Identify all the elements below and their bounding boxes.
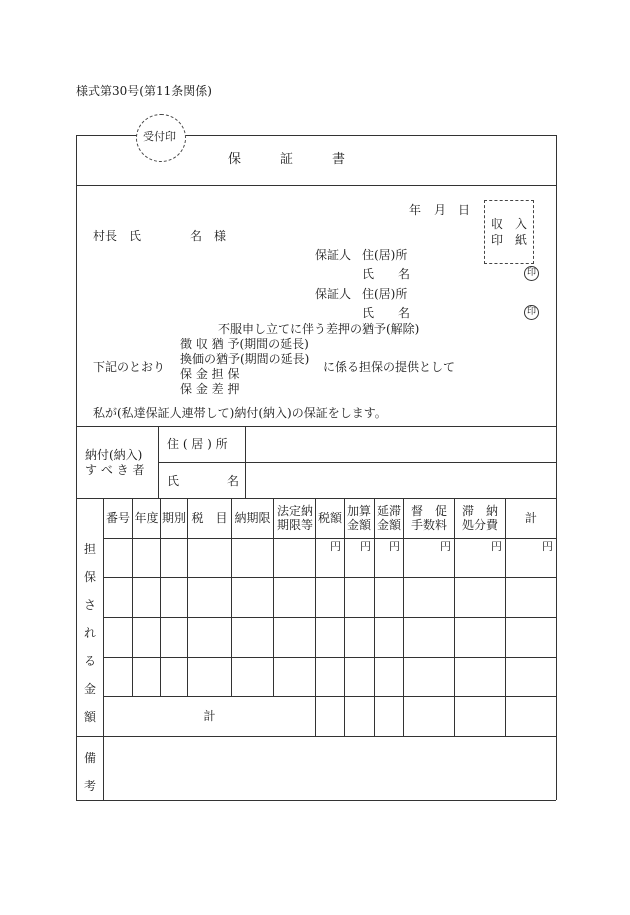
guarantor-name: 氏 名 — [362, 267, 411, 281]
col-divider — [454, 498, 455, 736]
header-number: 番号 — [105, 511, 130, 525]
guarantor-name: 氏 名 — [362, 306, 411, 320]
receipt-stamp-label: 受付印 — [143, 130, 176, 143]
col-divider — [344, 498, 345, 736]
guarantor-seal: 印 — [524, 305, 539, 320]
yen-unit: 円 — [542, 540, 553, 553]
payer-name-field[interactable] — [246, 463, 555, 497]
guarantor-address: 住(居)所 — [362, 248, 408, 262]
col-divider — [160, 498, 161, 696]
remarks-field[interactable] — [104, 737, 555, 799]
revenue-stamp-box — [484, 200, 534, 264]
date-day: 日 — [458, 203, 471, 217]
side-label-char: さ — [83, 598, 96, 612]
yen-unit: 円 — [360, 540, 371, 553]
date-year: 年 — [409, 203, 422, 217]
header-delinquency-amount: 延滞金額 — [376, 504, 401, 532]
option-conversion-deferral: 換価の猶予(期間の延長) — [180, 352, 310, 366]
payer-label-line1: 納付(納入) — [85, 448, 143, 462]
date-month: 月 — [434, 203, 447, 217]
col-divider — [315, 498, 316, 736]
col-divider — [273, 498, 274, 696]
guarantor-label: 保証人 — [315, 248, 352, 262]
header-fiscal-year: 年度 — [134, 511, 159, 525]
payer-name-label: 氏 名 — [167, 474, 240, 488]
payer-label-line2: す べ き 者 — [85, 463, 145, 477]
header-reminder-fee: 督 促手数料 — [410, 504, 447, 532]
col-divider — [374, 498, 375, 736]
guarantor-address: 住(居)所 — [362, 287, 408, 301]
document-title: 保 証 書 — [228, 152, 346, 167]
side-label-secured-amount — [80, 535, 100, 731]
revenue-stamp-line1: 収 入 — [491, 217, 528, 231]
form-number: 様式第30号(第11条関係) — [76, 84, 212, 98]
yen-unit: 円 — [440, 540, 451, 553]
remarks-label-char: 備 — [83, 751, 96, 765]
col-divider — [403, 498, 404, 736]
table-header-line — [103, 538, 556, 539]
table-row-line — [103, 657, 556, 658]
header-period: 期別 — [161, 511, 186, 525]
header-due-date: 納期限 — [234, 511, 271, 525]
yen-unit: 円 — [389, 540, 400, 553]
table-row-line — [103, 577, 556, 578]
remarks-label-char: 考 — [83, 779, 96, 793]
yen-unit: 円 — [330, 540, 341, 553]
frame-right — [556, 135, 557, 800]
col-divider — [231, 498, 232, 696]
option-collection-deferral: 徴 収 猶 予(期間の延長) — [180, 337, 309, 351]
guarantor-seal: 印 — [524, 266, 539, 281]
header-additional-amount: 加算金額 — [346, 504, 371, 532]
guarantor-label: 保証人 — [315, 287, 352, 301]
remarks-label — [80, 744, 100, 800]
header-statutory-due-date: 法定納期限等 — [276, 504, 313, 532]
table-top-line — [76, 498, 556, 499]
header-tax-amount: 税額 — [317, 511, 342, 525]
col-divider — [132, 498, 133, 696]
side-label-char: る — [83, 654, 96, 668]
total-row-label: 計 — [203, 709, 216, 723]
col-divider — [505, 498, 506, 736]
header-total: 計 — [524, 511, 537, 525]
body-suffix: に係る担保の提供として — [323, 360, 456, 374]
side-label-char: 担 — [83, 542, 96, 556]
table-row-line — [103, 617, 556, 618]
option-seizure: 保 金 差 押 — [180, 382, 240, 396]
revenue-stamp-line2: 印 紙 — [491, 233, 528, 247]
addressee-mayor: 村長 氏 — [93, 229, 142, 243]
side-label-char: 額 — [83, 710, 96, 724]
table-total-line — [103, 696, 556, 697]
option-security: 保 金 担 保 — [180, 367, 240, 381]
payer-address-field[interactable] — [246, 427, 555, 461]
side-label-char: れ — [83, 626, 96, 640]
addressee-name: 名 様 — [190, 229, 227, 243]
header-tax-item: 税 目 — [191, 511, 228, 525]
payer-address-label: 住 ( 居 ) 所 — [167, 437, 228, 451]
side-label-char: 金 — [83, 682, 96, 696]
title-divider — [76, 185, 556, 186]
col-divider — [187, 498, 188, 696]
appeal-line: 不服申し立てに伴う差押の猶予(解除) — [218, 322, 420, 336]
frame-left — [76, 135, 77, 800]
side-label-char: 保 — [83, 570, 96, 584]
frame-bottom — [76, 800, 556, 801]
declaration: 私が(私達保証人連帯して)納付(納入)の保証をします。 — [93, 406, 387, 420]
header-disposition-cost: 滞 納処分費 — [461, 504, 498, 532]
body-prefix: 下記のとおり — [93, 360, 166, 374]
yen-unit: 円 — [491, 540, 502, 553]
